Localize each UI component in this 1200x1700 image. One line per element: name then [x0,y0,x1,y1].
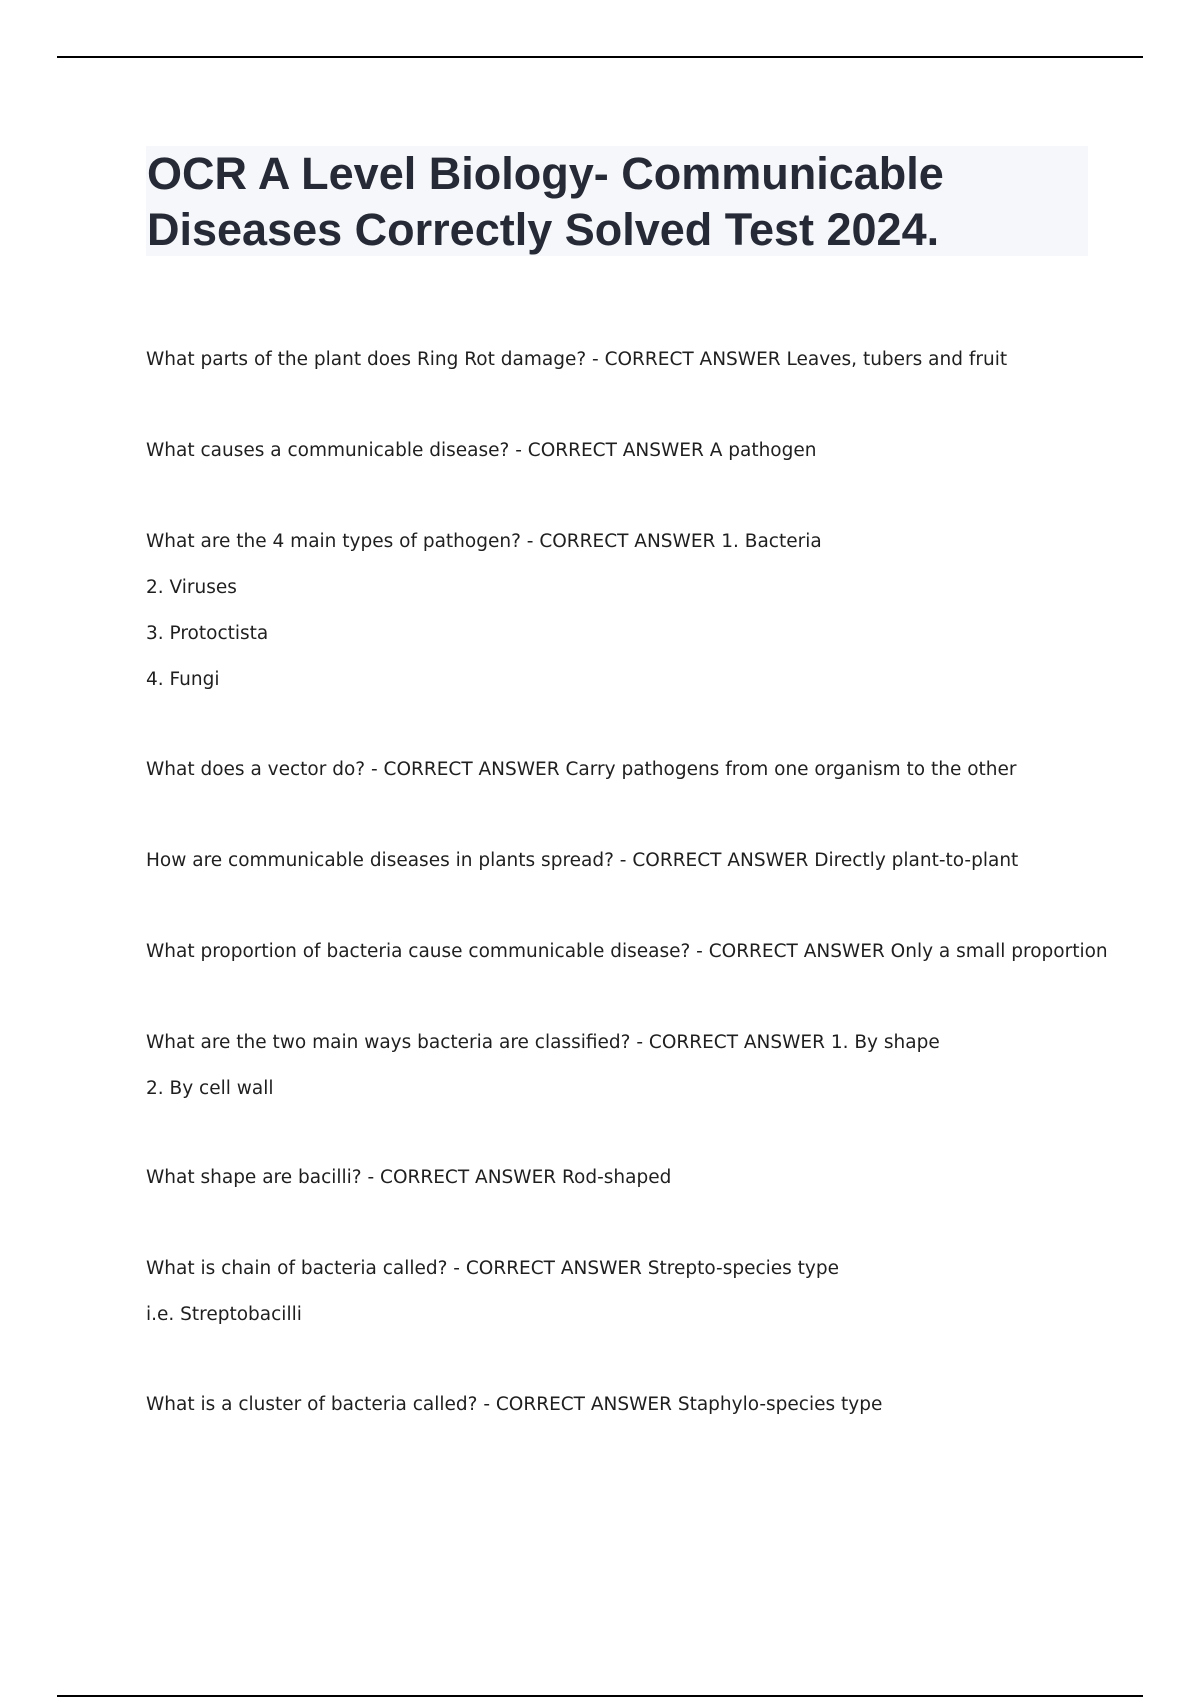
qa-line: What is a cluster of bacteria called? - CORRECT ANSWER Staphylo-species type [146,1394,883,1415]
qa-line: 2. Viruses [146,577,237,598]
qa-line: What is chain of bacteria called? - CORRECT ANSWER Strepto-species type [146,1258,840,1279]
qa-item [146,1258,1106,1326]
qa-item [146,531,1106,691]
document-title: OCR A Level Biology- Communicable Diseases Correctly Solved Test 2024. [147,148,944,255]
qa-item [146,759,1106,781]
qa-item [146,1032,1106,1100]
qa-item [146,440,1106,462]
qa-item [146,1167,1106,1189]
qa-line: i.e. Streptobacilli [146,1304,302,1325]
top-divider [57,56,1143,58]
qa-line: What are the two main ways bacteria are classified? - CORRECT ANSWER 1. By shape [146,1032,940,1053]
qa-line: What are the 4 main types of pathogen? - CORRECT ANSWER 1. Bacteria [146,531,822,552]
qa-line: What parts of the plant does Ring Rot damage? - CORRECT ANSWER Leaves, tubers and fruit [146,349,1008,370]
qa-item [146,349,1106,371]
qa-line: 3. Protoctista [146,623,269,644]
qa-line: What does a vector do? - CORRECT ANSWER Carry pathogens from one organism to the other [146,759,1017,780]
qa-line: What causes a communicable disease? - CORRECT ANSWER A pathogen [146,440,817,461]
qa-item [146,1394,1106,1416]
qa-line: How are communicable diseases in plants spread? - CORRECT ANSWER Directly plant-to-plant [146,850,1019,871]
qa-item [146,941,1106,963]
qa-item [146,850,1106,872]
qa-line: What proportion of bacteria cause communicable disease? - CORRECT ANSWER Only a small proportion [146,941,1108,962]
qa-line: What shape are bacilli? - CORRECT ANSWER Rod-shaped [146,1167,672,1188]
qa-line: 4. Fungi [146,669,220,690]
bottom-divider [57,1695,1143,1697]
qa-line: 2. By cell wall [146,1078,274,1099]
